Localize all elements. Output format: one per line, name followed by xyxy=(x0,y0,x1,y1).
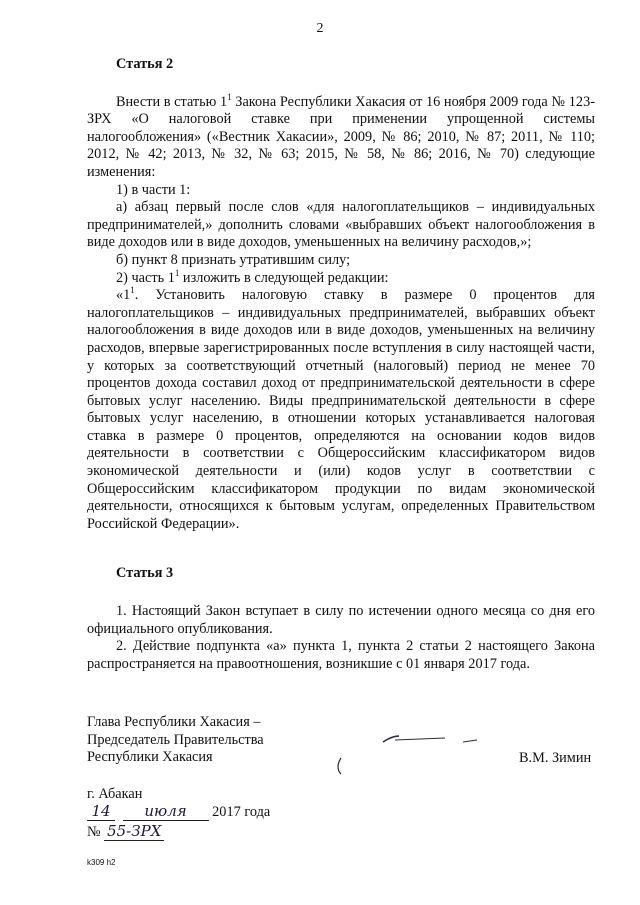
signatory-title: Глава Республики Хакасия – Председатель Правительства Республики Хакасия xyxy=(87,714,264,766)
article-2-item-2: 2) часть $1^1$ изложить в следующей редакции: xyxy=(116,267,389,286)
article-3-paragraph-2: 2. Действие подпункта «а» пункта 1, пункта 2 статьи 2 настоящего Закона распространяется на правоотношения, возникшие с 01 января 2017 года. xyxy=(87,638,595,672)
footer-code: k309 h2 xyxy=(87,858,116,867)
place-of-signing: г. Абакан xyxy=(87,786,143,802)
date-year: 2017 года xyxy=(212,804,271,820)
law-number-value: 55-ЗРХ xyxy=(104,822,164,841)
article-2-item-1a: а) абзац первый после слов «для налогоплательщиков – индивидуальных предпринимателей,» дополнить словами «выбравших объект налогообложения в виде доходов или в виде доходов, уменьшенных на величину расходов,»; xyxy=(87,199,595,251)
handwritten-signature xyxy=(325,728,495,780)
article-2-item-1b: б) пункт 8 признать утратившим силу; xyxy=(116,251,351,268)
signer-name: В.М. Зимин xyxy=(519,750,592,766)
law-number: № 55-ЗРХ xyxy=(87,822,164,841)
date-of-signing xyxy=(87,802,270,821)
document-body xyxy=(87,56,595,673)
article-2-quoted-text: «$1^1$. Установить налоговую ставку в размере 0 процентов для налогоплательщиков – индивидуальных предпринимателей, выбравших объект налогообложения в виде доходов или в виде доходов, уменьшенных на величину расходов, впервые зарегистрированных после вступления в силу настоящей части, у которых за соответствующий отчетный (налоговый) период не менее 70 процентов дохода составил доход от предпринимательской деятельности в сфере бытовых услуг населению. Виды предпринимательской деятельности в сфере бытовых услуг населению, в отношении которых устанавливается налоговая ставка в размере 0 процентов, определяются на основании кодов видов деятельности в соответствии с Общероссийским классификатором видов экономической деятельности и (или) кодов услуг в соответствии с Общероссийским классификатором продукции по видам экономической деятельности, относящихся к бытовым услугам, определенных Правительством Российской Федерации». xyxy=(87,285,595,532)
date-day: 14 xyxy=(87,802,115,821)
page-number: 2 xyxy=(316,21,324,36)
article-2-title: Статья 2 xyxy=(116,56,174,72)
article-3-paragraph-1: 1. Настоящий Закон вступает в силу по истечении одного месяца со дня его официального опубликования. xyxy=(87,603,595,637)
article-3-title: Статья 3 xyxy=(116,565,174,582)
date-month: июля xyxy=(123,802,209,821)
article-2-item-1: 1) в части 1: xyxy=(116,181,191,198)
article-2-intro: Внести в статью $1^1$ Закона Республики Хакасия от 16 ноября 2009 года № 123-ЗРХ «О налоговой ставке при применении упрощенной системы налогообложения» («Вестник Хакасии», 2009, № 86; 2010, № 87; 2011, № 110; 2012, № 42; 2013, № 32, № 63; 2015, № 58, № 86; 2016, № 70) следующие изменения: xyxy=(87,91,595,180)
